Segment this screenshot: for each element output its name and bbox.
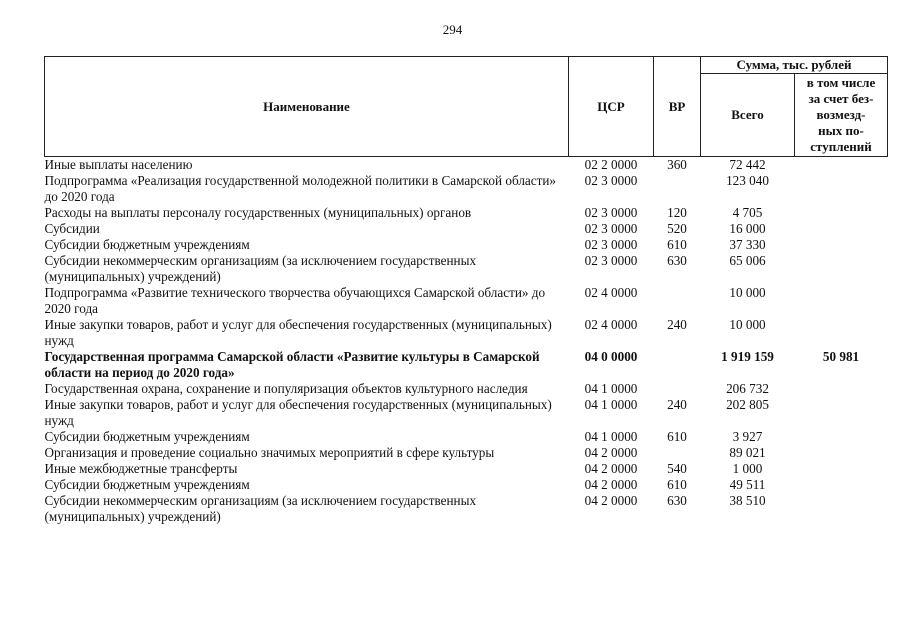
row-csr: 02 2 0000 xyxy=(584,157,638,172)
row-csr: 02 3 0000 xyxy=(584,205,638,220)
row-total: 49 511 xyxy=(729,477,766,492)
row-csr: 04 0 0000 xyxy=(584,349,638,364)
row-vr xyxy=(654,445,701,461)
row-free-receipts: 50 981 xyxy=(822,349,860,364)
row-vr: 610 xyxy=(667,237,687,252)
row-free-receipts xyxy=(795,285,888,317)
row-name: Государственная программа Самарской области «Развитие культуры в Самарской области на период до 2020 года» xyxy=(44,349,540,380)
table-row xyxy=(45,157,888,174)
row-vr: 520 xyxy=(667,221,687,236)
row-vr: 120 xyxy=(667,205,687,220)
row-total: 37 330 xyxy=(729,237,766,252)
budget-table xyxy=(44,56,888,525)
row-free-receipts xyxy=(795,157,888,174)
row-total: 10 000 xyxy=(729,317,766,332)
table-header xyxy=(45,57,888,157)
header-name: Наименование xyxy=(45,57,569,157)
row-free-receipts xyxy=(795,397,888,429)
row-vr: 240 xyxy=(667,317,687,332)
row-csr: 04 1 0000 xyxy=(584,397,638,412)
row-free-receipts xyxy=(795,477,888,493)
table-row xyxy=(45,173,888,205)
row-name: Иные закупки товаров, работ и услуг для обеспечения государственных (муниципальных) нужд xyxy=(44,317,552,348)
row-name: Субсидии бюджетным учреждениям xyxy=(44,429,250,444)
table-row xyxy=(45,253,888,285)
header-free-line: за счет без- xyxy=(808,91,874,106)
table-row xyxy=(45,397,888,429)
row-total: 89 021 xyxy=(729,445,766,460)
row-free-receipts xyxy=(795,205,888,221)
row-csr: 02 4 0000 xyxy=(584,285,638,300)
row-name: Иные межбюджетные трансферты xyxy=(44,461,238,476)
table-row xyxy=(45,461,888,477)
row-free-receipts xyxy=(795,461,888,477)
row-free-receipts xyxy=(795,445,888,461)
row-name: Субсидии некоммерческим организациям (за исключением государственных (муниципальных) учреждений) xyxy=(44,253,477,284)
row-vr: 610 xyxy=(667,477,687,492)
row-free-receipts xyxy=(795,253,888,285)
row-total: 16 000 xyxy=(729,221,766,236)
row-name: Субсидии xyxy=(44,221,100,236)
table-row xyxy=(45,205,888,221)
header-csr: ЦСР xyxy=(569,57,654,157)
header-free-receipts xyxy=(795,74,888,157)
row-name: Субсидии бюджетным учреждениям xyxy=(44,477,250,492)
row-total: 1 919 159 xyxy=(721,349,774,364)
row-total: 202 805 xyxy=(726,397,769,412)
table-body xyxy=(45,157,888,526)
table-row xyxy=(45,349,888,381)
table-row xyxy=(45,237,888,253)
row-csr: 02 3 0000 xyxy=(584,221,638,236)
table-row xyxy=(45,493,888,525)
row-free-receipts xyxy=(795,429,888,445)
row-total: 1 000 xyxy=(732,461,763,476)
row-name: Организация и проведение социально значимых мероприятий в сфере культуры xyxy=(44,445,495,460)
row-name: Субсидии бюджетным учреждениям xyxy=(44,237,250,252)
row-csr: 02 4 0000 xyxy=(584,317,638,332)
row-total: 206 732 xyxy=(726,381,769,396)
row-vr: 630 xyxy=(667,493,687,508)
row-name: Субсидии некоммерческим организациям (за исключением государственных (муниципальных) учреждений) xyxy=(44,493,477,524)
row-csr: 02 3 0000 xyxy=(584,253,638,268)
table-row xyxy=(45,429,888,445)
row-name: Иные выплаты населению xyxy=(44,157,193,172)
table-row xyxy=(45,381,888,397)
row-free-receipts xyxy=(795,237,888,253)
row-total: 3 927 xyxy=(732,429,763,444)
row-vr: 610 xyxy=(667,429,687,444)
row-name: Расходы на выплаты персоналу государственных (муниципальных) органов xyxy=(44,205,472,220)
table-row xyxy=(45,221,888,237)
row-vr: 360 xyxy=(667,157,687,172)
table-row xyxy=(45,477,888,493)
row-name: Государственная охрана, сохранение и популяризация объектов культурного наследия xyxy=(44,381,528,396)
row-csr: 04 1 0000 xyxy=(584,381,638,396)
row-total: 65 006 xyxy=(729,253,766,268)
row-name: Иные закупки товаров, работ и услуг для обеспечения государственных (муниципальных) нужд xyxy=(44,397,552,428)
row-free-receipts xyxy=(795,173,888,205)
header-free-line: в том числе xyxy=(806,75,876,90)
row-csr: 04 2 0000 xyxy=(584,445,638,460)
header-vr: ВР xyxy=(654,57,701,157)
row-csr: 04 2 0000 xyxy=(584,461,638,476)
page-number: 294 xyxy=(442,22,463,37)
row-vr: 540 xyxy=(667,461,687,476)
header-sum: Сумма, тыс. рублей xyxy=(701,57,888,74)
row-csr: 04 2 0000 xyxy=(584,477,638,492)
row-csr: 04 1 0000 xyxy=(584,429,638,444)
row-name: Подпрограмма «Развитие технического творчества обучающихся Самарской области» до 2020 года xyxy=(44,285,546,316)
table-row xyxy=(45,445,888,461)
row-vr xyxy=(654,173,701,205)
row-vr: 630 xyxy=(667,253,687,268)
row-total: 4 705 xyxy=(732,205,763,220)
table-row xyxy=(45,285,888,317)
row-csr: 02 3 0000 xyxy=(584,237,638,252)
row-vr xyxy=(654,349,701,381)
row-free-receipts xyxy=(795,221,888,237)
row-total: 72 442 xyxy=(729,157,766,172)
header-free-line: ступлений xyxy=(810,139,872,154)
header-free-line: ных по- xyxy=(818,123,864,138)
row-csr: 02 3 0000 xyxy=(584,173,638,188)
row-vr xyxy=(654,381,701,397)
row-total: 10 000 xyxy=(729,285,766,300)
header-free-line: возмезд- xyxy=(816,107,866,122)
row-free-receipts xyxy=(795,381,888,397)
row-total: 38 510 xyxy=(729,493,766,508)
row-free-receipts xyxy=(795,493,888,525)
row-name: Подпрограмма «Реализация государственной молодежной политики в Самарской области» до 2020 года xyxy=(44,173,557,204)
row-vr: 240 xyxy=(667,397,687,412)
row-csr: 04 2 0000 xyxy=(584,493,638,508)
row-total: 123 040 xyxy=(726,173,769,188)
row-vr xyxy=(654,285,701,317)
header-total: Всего xyxy=(701,74,795,157)
row-free-receipts xyxy=(795,317,888,349)
table-row xyxy=(45,317,888,349)
